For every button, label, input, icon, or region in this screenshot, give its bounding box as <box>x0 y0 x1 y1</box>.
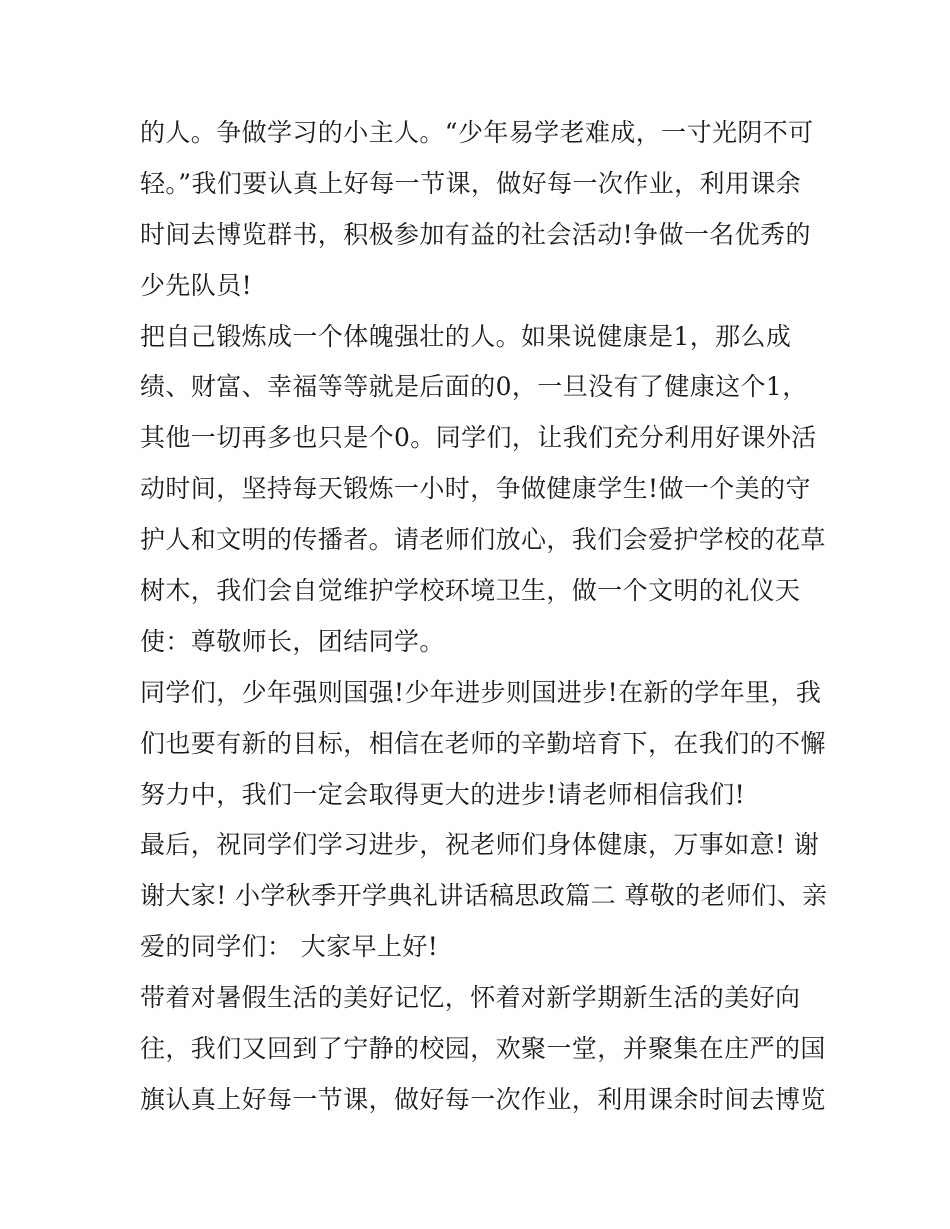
text-line: 旗认真上好每一节课，做好每一次作业，利用课余时间去博览 <box>140 1084 826 1114</box>
text-line: 的人。争做学习的小主人。“少年易学老难成，一寸光阴不可 <box>140 118 814 147</box>
text-line: 使：尊敬师长，团结同学。 <box>140 626 445 656</box>
text-line: 护人和文明的传播者。请老师们放心，我们会爱护学校的花草 <box>140 525 826 555</box>
text-line: 其他一切再多也只是个0。同学们，让我们充分利用好课外活 <box>140 423 817 453</box>
text-line: 往，我们又回到了宁静的校园，欢聚一堂，并聚集在庄严的国 <box>140 1034 826 1064</box>
text-line: 谢大家! 小学秋季开学典礼讲话稿思政篇二 尊敬的老师们、亲 <box>140 881 828 911</box>
text-line: 们也要有新的目标，相信在老师的辛勤培育下，在我们的不懈 <box>140 728 826 758</box>
document-text <box>140 108 828 1126</box>
text-line: 最后，祝同学们学习进步，祝老师们身体健康，万事如意! 谢 <box>140 830 820 860</box>
text-line: 绩、财富、幸福等等就是后面的0，一旦没有了健康这个1， <box>140 372 808 402</box>
text-line: 少先队员! <box>140 270 253 300</box>
text-line: 爱的同学们： 大家早上好! <box>140 932 439 962</box>
text-line: 同学们，少年强则国强!少年进步则国进步!在新的学年里，我 <box>140 677 822 707</box>
text-line: 努力中，我们一定会取得更大的进步!请老师相信我们! <box>140 779 746 809</box>
text-line: 动时间，坚持每天锻炼一小时，争做健康学生!做一个美的守 <box>140 474 811 504</box>
text-line: 轻。”我们要认真上好每一节课，做好每一次作业，利用课余 <box>140 168 802 198</box>
text-line: 时间去博览群书，积极参加有益的社会活动!争做一名优秀的 <box>140 219 811 249</box>
text-line: 树木，我们会自觉维护学校环境卫生，做一个文明的礼仪天 <box>140 576 801 606</box>
text-line: 带着对暑假生活的美好记忆，怀着对新学期新生活的美好向 <box>140 983 801 1013</box>
text-line: 把自己锻炼成一个体魄强壮的人。如果说健康是1，那么成 <box>140 321 792 351</box>
